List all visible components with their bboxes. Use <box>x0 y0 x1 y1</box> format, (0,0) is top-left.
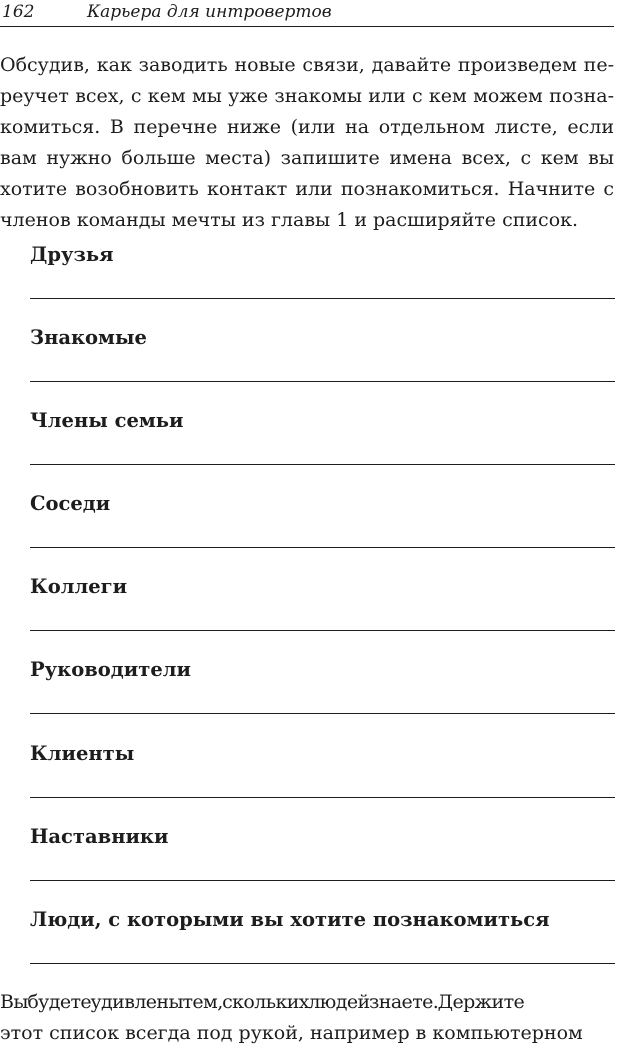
fill-in-line <box>30 880 615 881</box>
category-label: Люди, с которыми вы хотите познакомиться <box>30 908 550 931</box>
fill-in-line <box>30 797 615 798</box>
fill-in-line <box>30 547 615 548</box>
category-colleagues <box>30 574 615 644</box>
category-acquaintances <box>30 325 615 395</box>
fill-in-line <box>30 298 615 299</box>
book-title: Карьера для интровертов <box>87 2 332 22</box>
fill-in-line <box>30 464 615 465</box>
category-neighbors <box>30 491 615 561</box>
category-label: Соседи <box>30 492 111 515</box>
fill-in-line <box>30 713 615 714</box>
category-label: Коллеги <box>30 575 128 598</box>
category-label: Друзья <box>30 243 114 266</box>
category-label: Знакомые <box>30 326 147 349</box>
category-clients <box>30 741 615 811</box>
closing-line-2: этот список всегда под рукой, например в компьютерном <box>0 1022 583 1044</box>
category-label: Клиенты <box>30 742 135 765</box>
closing-paragraph <box>0 987 614 1049</box>
intro-paragraph: Обсудив, как заводить новые связи, давайте произведем переучет всех, с кем мы уже знакомы или с кем можем познакомиться. В перечне ниже (или на отдельном листе, если вам нужно больше места) запишите имена всех, с кем вы хотите возобновить контакт или познакомиться. Начните с членов команды мечты из главы 1 и расширяйте список. <box>0 54 614 231</box>
category-family <box>30 408 615 478</box>
fill-in-line <box>30 381 615 382</box>
category-label: Руководители <box>30 658 191 681</box>
category-label: Члены семьи <box>30 409 184 432</box>
running-header <box>0 0 614 27</box>
closing-line-1: Вы будете удивлены тем, скольких людей знаете. Держите <box>0 991 525 1013</box>
fill-in-line <box>30 630 615 631</box>
category-label: Наставники <box>30 825 169 848</box>
category-friends <box>30 242 615 312</box>
category-mentors <box>30 824 615 894</box>
category-people-to-meet <box>30 907 615 977</box>
category-managers <box>30 657 615 727</box>
fill-in-line <box>30 963 615 964</box>
page-number: 162 <box>2 2 35 22</box>
